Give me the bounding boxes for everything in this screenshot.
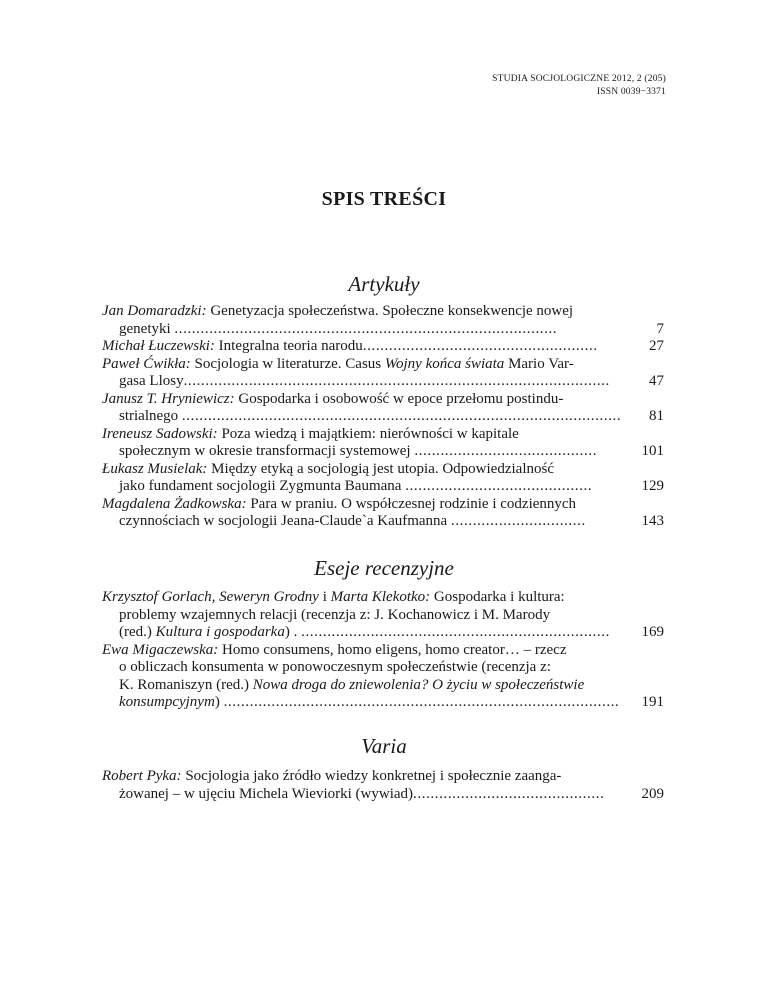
page-number: 81 [649, 408, 664, 424]
entry-author: Michał Łuczewski: [102, 338, 215, 354]
section-heading-eseje: Eseje recenzyjne [314, 556, 454, 580]
entry-title-cont: strialnego [119, 408, 182, 424]
entry-title: Homo consumens, homo eligens, homo creator… – rzecz [218, 641, 567, 658]
entry-author: Magdalena Żadkowska: [102, 495, 247, 512]
toc-entry[interactable] [102, 461, 664, 496]
leader-dots: ........................................................................................... [223, 694, 620, 710]
section-eseje-list [102, 589, 664, 712]
leader-dots: ..................................................................................................... [181, 408, 622, 424]
entry-author: Ireneusz Sadowski: [102, 425, 218, 442]
section-varia-list [102, 768, 664, 803]
entry-title: Genetyzacja społeczeństwa. Społeczne konsekwencje nowej [206, 303, 574, 319]
entry-title: Socjologia w literaturze. Casus [190, 355, 385, 372]
leader-dots: .................................................................................................. [183, 373, 610, 389]
page-number: 27 [649, 338, 664, 354]
toc-entry[interactable] [102, 642, 664, 712]
entry-title-cont: czynnościach w socjologii Jeana-Claude`a Kaufmanna [119, 513, 451, 529]
journal-issn: ISSN 0039−3371 [596, 87, 666, 97]
entry-title-cont: żowanej – w ujęciu Michela Wieviorki (wywiad) [119, 785, 414, 802]
entry-author: Janusz T. Hryniewicz: [102, 390, 235, 407]
entry-author: Krzysztof Gorlach, Seweryn Grodny [102, 589, 319, 605]
toc-entry[interactable] [102, 391, 664, 426]
entry-title: Integralna teoria narodu [214, 338, 363, 354]
leader-dots: .......................................... [414, 443, 598, 459]
page-title: SPIS TREŚCI [321, 188, 447, 210]
entry-title: Poza wiedzą i majątkiem: nierówności w kapitale [217, 425, 519, 442]
entry-author: Marta Klekotko: [330, 589, 431, 605]
page-number: 143 [641, 513, 664, 529]
section-artykuly-list [102, 303, 664, 531]
entry-title-rest: Mario Var- [504, 355, 574, 372]
page-number: 209 [641, 785, 664, 802]
entry-conjunction: i [318, 589, 331, 605]
page-number: 47 [649, 373, 664, 389]
entry-title-italic: Nowa droga do zniewolenia? O życiu w społeczeństwie [252, 676, 585, 693]
entry-title: Gospodarka i osobowość w epoce przełomu postindu- [234, 390, 564, 407]
entry-title-cont: jako fundament socjologii Zygmunta Baumana [119, 478, 406, 494]
entry-title-cont: genetyki [119, 320, 175, 337]
toc-entry[interactable] [102, 338, 664, 356]
leader-dots: ............................................ [413, 785, 605, 802]
leader-dots: ........................................... [405, 478, 593, 494]
page-number: 169 [641, 624, 664, 640]
entry-title-cont: problemy wzajemnych relacji (recenzja z: J. Kochanowicz i M. Marody [119, 606, 551, 623]
page-number: 129 [641, 478, 664, 494]
toc-entry[interactable] [102, 426, 664, 461]
journal-name: STUDIA SOCJOLOGICZNE 2012, 2 (205) [492, 74, 666, 84]
entry-title-italic: Kultura i gospodarka [155, 624, 285, 640]
entry-title-cont: społecznym w okresie transformacji systemowej [119, 443, 415, 459]
leader-dots: ............................... [450, 513, 586, 529]
entry-title-cont: (red.) [119, 624, 156, 640]
entry-title: Para w praniu. O współczesnej rodzinie i codziennych [246, 495, 577, 512]
entry-title-italic: Wojny końca świata [384, 355, 505, 372]
entry-title-cont: o obliczach konsumenta w ponowoczesnym społeczeństwie (recenzja z: [119, 659, 551, 675]
page-number: 7 [656, 320, 664, 337]
leader-dots: ....................................................................... [301, 624, 610, 640]
entry-author: Paweł Ćwikła: [102, 355, 191, 372]
toc-entry[interactable] [102, 496, 664, 531]
section-heading-varia: Varia [361, 734, 407, 758]
entry-title: Gospodarka i kultura: [430, 589, 565, 605]
section-heading-artykuly: Artykuły [348, 272, 420, 296]
entry-title-cont: K. Romaniszyn (red.) [119, 676, 253, 693]
entry-title: Socjologia jako źródło wiedzy konkretnej i społecznie zaanga- [181, 768, 562, 784]
entry-author: Robert Pyka: [102, 768, 182, 784]
leader-dots: ........................................................................................ [174, 320, 558, 337]
toc-entry[interactable] [102, 303, 664, 338]
journal-header [492, 73, 666, 99]
leader-dots: ...................................................... [362, 338, 598, 354]
entry-title-italic: konsumpcyjnym [119, 694, 215, 710]
toc-entry[interactable] [102, 589, 664, 642]
page-number: 101 [641, 443, 664, 459]
toc-entry[interactable] [102, 356, 664, 391]
entry-author: Ewa Migaczewska: [102, 641, 219, 658]
entry-title-cont: gasa Llosy [119, 373, 184, 389]
entry-author: Jan Domaradzki: [102, 303, 207, 319]
toc-entry[interactable] [102, 768, 664, 803]
page-number: 191 [641, 694, 664, 710]
entry-title-rest: ) . [284, 624, 302, 640]
entry-author: Łukasz Musielak: [102, 460, 208, 477]
entry-title-rest: ) [214, 694, 224, 710]
entry-title: Między etyką a socjologią jest utopia. Odpowiedzialność [207, 460, 554, 477]
